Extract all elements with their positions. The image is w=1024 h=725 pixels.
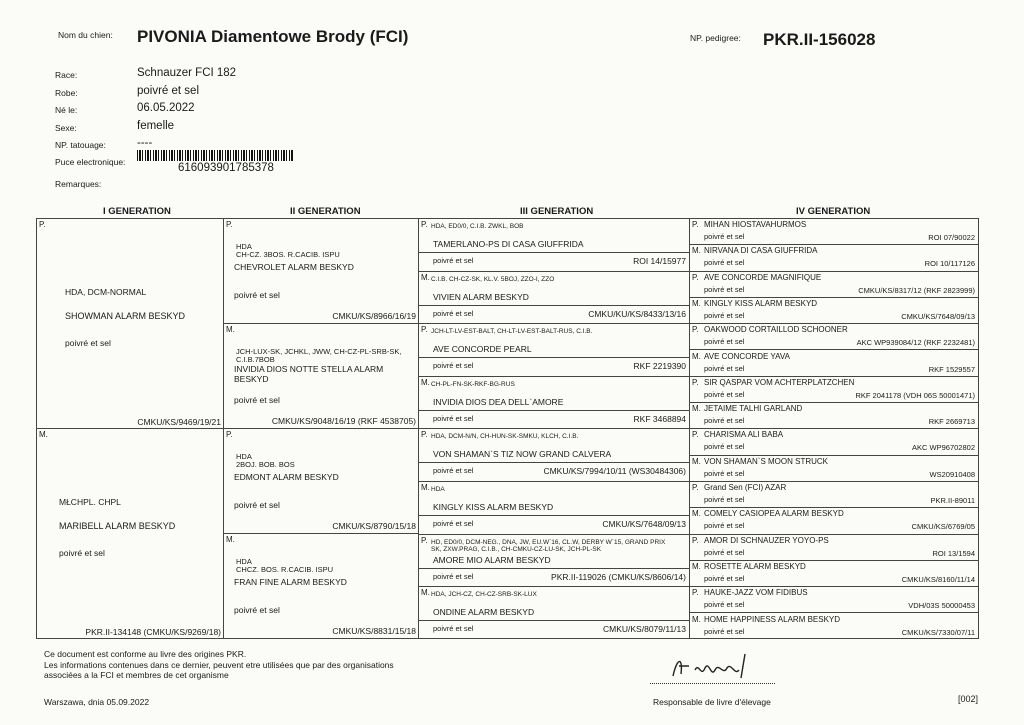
race-label: Race:	[55, 70, 78, 80]
ancestor-reg: RKF 2041178 (VDH 06S 50001471)	[855, 390, 975, 400]
gen-4-header: IV GENERATION	[796, 206, 871, 217]
ancestor-color: poivré et sel	[433, 256, 474, 265]
gen-3-ancestor: P. JCH-LT-LV-EST-BALT, CH-LT-LV-EST-BALT-RUS, C.I.B. AVE CONCORDE PEARL poivré et sel RKF 2219390	[419, 324, 689, 377]
breeding-book-officer: Responsable de livre d'élevage	[653, 697, 771, 707]
gen-1-header: I GENERATION	[103, 206, 171, 217]
ancestor-name: Grand Sen (FCI) AZAR	[704, 483, 787, 492]
sire-name: SHOWMAN ALARM BESKYD	[65, 311, 186, 321]
conformity-note: Ce document est conforme au livre des origines PKR. Les informations contenues dans ce dernier, peuvent etre utilisées que par des organisations associées a la FCI et membres de cet organisme	[44, 649, 394, 680]
ancestor-color: poivré et sel	[704, 442, 745, 452]
remarks-label: Remarques:	[55, 179, 102, 189]
ancestor-color: poivré et sel	[704, 495, 745, 504]
ancestor-name: EDMONT ALARM BESKYD	[234, 472, 339, 482]
ancestor-reg: CMKU/KS/7994/10/11 (WS30484306)	[543, 466, 686, 477]
ancestor-name: ONDINE ALARM BESKYD	[433, 607, 535, 618]
ancestor-name: AMORE MIO ALARM BESKYD	[433, 554, 551, 565]
ancestor-reg: RKF 3468894	[633, 413, 686, 424]
ancestor-color: poivré et sel	[433, 571, 474, 581]
ancestor-reg: CMKU/KS/8160/11/14	[901, 574, 975, 584]
place-date: Warszawa, dnia 05.09.2022	[44, 697, 150, 707]
signature-icon	[665, 648, 775, 684]
gen-4-ancestor: P. SIR QASPAR VOM ACHTERPLATZCHEN poivré et sel RKF 2041178 (VDH 06S 50001471)	[690, 377, 978, 403]
ancestor-name: INVIDIA DIOS NOTTE STELLA ALARM	[234, 364, 384, 374]
ancestor-reg: CMKU/KS/7330/07/11	[901, 627, 975, 637]
ancestor-name: TAMERLANO-PS DI CASA GIUFFRIDA	[433, 239, 584, 249]
ancestor-color: poivré et sel	[433, 519, 474, 528]
ancestor-titles: CH-PL-FN-SK-RKF-BG-RUS	[431, 380, 515, 388]
ancestor-reg: PKR.II-119026 (CMKU/KS/8606/14)	[551, 571, 686, 582]
ancestor-titles: HDA	[236, 557, 252, 566]
gen-4-ancestor: M. KINGLY KISS ALARM BESKYD poivré et sel CMKU/KS/7648/09/13	[690, 298, 978, 324]
gen-4-ancestor: M. AVE CONCORDE YAVA poivré et sel RKF 1529557	[690, 351, 978, 377]
ancestor-color: poivré et sel	[433, 466, 474, 476]
ancestor-titles: HDA	[236, 452, 252, 461]
ancestor-name: MIHAN HIOSTAVAHURMOS	[704, 220, 807, 229]
ancestor-reg: CMKU/KS/6769/05	[911, 522, 975, 532]
gen-4-ancestor: M. HOME HAPPINESS ALARM BESKYD poivré et sel CMKU/KS/7330/07/11	[692, 614, 975, 637]
ancestor-color: poivré et sel	[234, 290, 280, 300]
dam-color: poivré et sel	[59, 548, 105, 558]
ancestor-name: CHEVROLET ALARM BESKYD	[234, 262, 354, 272]
ancestor-color: poivré et sel	[234, 395, 280, 405]
dog-name-label: Nom du chien:	[58, 30, 113, 40]
pedigree-table	[36, 218, 979, 639]
tattoo-label: NP. tatouage:	[55, 140, 106, 150]
ancestor-color: poivré et sel	[704, 389, 745, 399]
gen-3-header: III GENERATION	[520, 206, 594, 217]
gen-3-ancestor: P. HD, ED0/0, DCM-NEG., DNA, JW, EU.W`16, CL.W, DERBY W`15, GRAND PRIX SK, ZXW.PRAG, C.I.B., CH-CMKU-CZ-LU-SK, JCH-PL-SK AMORE MIO ALARM BESKYD poivré et sel PKR.II-119026 (CMKU/KS/8606/14)	[419, 535, 689, 588]
gen-1-dam: M. MŁCHPL. CHPL MARIBELL ALARM BESKYD poivré et sel PKR.II-134148 (CMKU/KS/9269/18)	[39, 430, 221, 637]
ancestor-name: ROSETTE ALARM BESKYD	[704, 561, 806, 571]
ancestor-name: HOME HAPPINESS ALARM BESKYD	[704, 614, 841, 624]
ancestor-name: JETAIME TALHI GARLAND	[704, 404, 803, 414]
gen-1-sire: P. HDA, DCM-NORMAL SHOWMAN ALARM BESKYD poivré et sel CMKU/KS/9469/19/21	[39, 220, 221, 427]
gen-2-ancestor: P. HDA CH-CZ. 3BOS. R.CACIB. ISPU CHEVROLET ALARM BESKYD poivré et sel CMKU/KS/8966/16/19	[224, 219, 418, 324]
ancestor-reg: ROI 13/1594	[932, 548, 975, 558]
ancestor-reg: ROI 10/117126	[924, 259, 975, 269]
ancestor-reg: AKC WP939084/12 (RKF 2232481)	[856, 338, 975, 348]
ancestor-titles: HDA	[236, 242, 252, 251]
gen-4-column	[690, 219, 978, 638]
ancestor-color: poivré et sel	[234, 605, 280, 615]
ancestor-titles: CHCZ. BOS. R.CACIB. ISPU	[236, 565, 334, 574]
ancestor-reg: ROI 14/15977	[633, 256, 686, 266]
ancestor-color: poivré et sel	[433, 361, 474, 371]
gen-4-ancestor: P. CHARISMA ALI BABA poivré et sel AKC WP96702802	[690, 429, 978, 455]
ancestor-color: poivré et sel	[433, 624, 474, 634]
gen-2-header: II GENERATION	[290, 206, 361, 217]
ancestor-name: OAKWOOD CORTAILLOD SCHOONER	[704, 325, 848, 335]
ancestor-titles: 2BOJ. BOB. BOS	[236, 460, 295, 469]
birth-value: 06.05.2022	[137, 102, 195, 114]
ancestor-reg: AKC WP96702802	[912, 443, 975, 453]
ancestor-color: poivré et sel	[433, 413, 474, 423]
ancestor-color: poivré et sel	[704, 573, 745, 583]
ancestor-reg: PKR.II-89011	[930, 496, 975, 505]
ancestor-reg: CMKU/KS/8831/15/18	[332, 626, 416, 636]
ancestor-name: AMOR DI SCHNAUZER YOYO-PS	[704, 535, 829, 545]
ancestor-titles: C.I.B. CH-CZ-SK, KL.V. 5BOJ, ZZO-I, ZZO	[431, 275, 555, 283]
chip-barcode	[137, 150, 293, 161]
gen-3-ancestor: M. CH-PL-FN-SK-RKF-BG-RUS INVIDIA DIOS DEA DELL`AMORE poivré et sel RKF 3468894	[419, 377, 689, 430]
ancestor-name: BESKYD	[234, 374, 269, 384]
ancestor-color: poivré et sel	[433, 308, 474, 318]
gen-4-ancestor: P. OAKWOOD CORTAILLOD SCHOONER poivré et sel AKC WP939084/12 (RKF 2232481)	[690, 324, 978, 350]
ancestor-color: poivré et sel	[704, 284, 745, 294]
ancestor-titles: C.I.B.7BOB	[236, 355, 275, 364]
gen-4-ancestor: P. AMOR DI SCHNAUZER YOYO-PS poivré et sel ROI 13/1594	[690, 535, 978, 561]
gen-4-ancestor: M. JETAIME TALHI GARLAND poivré et sel RKF 2669713	[690, 403, 978, 429]
ancestor-titles: HDA	[431, 486, 445, 493]
ancestor-name: INVIDIA DIOS DEA DELL`AMORE	[433, 396, 564, 407]
ancestor-name: KINGLY KISS ALARM BESKYD	[704, 298, 818, 308]
ancestor-titles: SK, ZXW.PRAG, C.I.B., CH-CMKU-CZ-LU-SK, JCH-PL-SK	[431, 545, 602, 553]
ancestor-reg: VDH/03S 50000453	[908, 601, 975, 611]
ancestor-titles: HD, ED0/0, DCM-NEG., DNA, JW, EU.W`16, CL.W, DERBY W`15, GRAND PRIX	[431, 538, 666, 546]
gen-4-ancestor: P. Grand Sen (FCI) AZAR poivré et sel PKR.II-89011	[690, 482, 978, 508]
gen-2-column	[224, 219, 419, 638]
ancestor-reg: ROI 07/90022	[928, 233, 975, 242]
sex-label: Sexe:	[55, 123, 77, 133]
gen-4-ancestor: M. COMELY CASIOPEA ALARM BESKYD poivré et sel CMKU/KS/6769/05	[690, 508, 978, 534]
gen-3-ancestor: P. HDA, ED0/0, C.I.B. ZWKL, BOB TAMERLANO-PS DI CASA GIUFFRIDA poivré et sel ROI 14/15977	[419, 219, 689, 272]
ancestor-reg: CMKU/KS/9048/16/19 (RKF 4538705)	[271, 416, 416, 426]
ancestor-color: poivré et sel	[704, 310, 745, 320]
ancestor-name: KINGLY KISS ALARM BESKYD	[433, 502, 554, 512]
ancestor-reg: RKF 2219390	[633, 361, 686, 372]
ancestor-color: poivré et sel	[704, 363, 745, 373]
ancestor-reg: CMKU/KS/8966/16/19	[332, 311, 416, 321]
ancestor-reg: CMKU/KU/KS/8433/13/16	[588, 308, 686, 319]
dam-titles: MŁCHPL. CHPL	[59, 497, 121, 507]
ancestor-reg: RKF 2669713	[928, 417, 975, 427]
sire-color: poivré et sel	[65, 338, 111, 348]
ancestor-color: poivré et sel	[704, 600, 745, 610]
sire-titles: HDA, DCM-NORMAL	[65, 287, 147, 297]
ancestor-titles: JCH-LUX-SK, JCHKL, JWW, CH-CZ-PL-SRB-SK,	[236, 347, 402, 356]
ancestor-name: HAUKE-JAZZ VOM FIDIBUS	[704, 588, 808, 598]
gen-3-ancestor: P. HDA, DCM-N/N, CH-HUN-SK-SMKU, KLCH, C.I.B. VON SHAMAN`S TIZ NOW GRAND CALVERA poivré et sel CMKU/KS/7994/10/11 (WS30484306)	[419, 429, 689, 482]
ancestor-titles: JCH-LT-LV-EST-BALT, CH-LT-LV-EST-BALT-RUS, C.I.B.	[431, 328, 593, 336]
gen-2-ancestor: P. HDA 2BOJ. BOB. BOS EDMONT ALARM BESKYD poivré et sel CMKU/KS/8790/15/18	[224, 429, 418, 534]
dam-reg: PKR.II-134148 (CMKU/KS/9269/18)	[85, 627, 221, 637]
ancestor-reg: CMKU/KS/7648/09/13	[602, 519, 686, 529]
ancestor-color: poivré et sel	[704, 337, 745, 347]
sire-reg: CMKU/KS/9469/19/21	[137, 417, 221, 427]
ancestor-name: VON SHAMAN`S MOON STRUCK	[704, 456, 829, 466]
ancestor-reg: CMKU/KS/8079/11/13	[603, 624, 686, 635]
chip-label: Puce electronique:	[55, 157, 126, 167]
pedigree-label: NP. pedigree:	[690, 33, 741, 43]
pedigree-number: PKR.II-156028	[763, 30, 876, 49]
ancestor-color: poivré et sel	[704, 232, 745, 241]
ancestor-color: poivré et sel	[704, 521, 745, 531]
ancestor-color: poivré et sel	[704, 468, 745, 478]
ancestor-color: poivré et sel	[704, 258, 745, 268]
gen-4-ancestor: M. VON SHAMAN`S MOON STRUCK poivré et sel WS20910408	[690, 456, 978, 482]
ancestor-name: FRAN FINE ALARM BESKYD	[234, 577, 347, 587]
ancestor-name: AVE CONCORDE PEARL	[433, 344, 532, 355]
ancestor-name: SIR QASPAR VOM ACHTERPLATZCHEN	[704, 377, 855, 387]
gen-4-ancestor: P. AVE CONCORDE MAGNIFIQUE poivré et sel CMKU/KS/8317/12 (RKF 2823999)	[690, 272, 978, 298]
ancestor-name: AVE CONCORDE YAVA	[704, 351, 790, 361]
ancestor-titles: HDA, ED0/0, C.I.B. ZWKL, BOB	[431, 223, 524, 230]
ancestor-color: poivré et sel	[234, 500, 280, 510]
robe-value: poivré et sel	[137, 85, 200, 97]
gen-3-column	[419, 219, 690, 638]
ancestor-name: NIRVANA DI CASA GIUFFRIDA	[704, 246, 818, 256]
robe-label: Robe:	[55, 88, 78, 98]
ancestor-name: CHARISMA ALI BABA	[704, 430, 784, 440]
sex-value: femelle	[137, 120, 175, 132]
ancestor-name: COMELY CASIOPEA ALARM BESKYD	[704, 509, 844, 519]
tattoo-value: ----	[137, 137, 153, 149]
ancestor-reg: RKF 1529557	[928, 364, 975, 374]
gen-4-ancestor: P. MIHAN HIOSTAVAHURMOS poivré et sel ROI 07/90022	[690, 219, 978, 245]
birth-label: Né le:	[55, 105, 78, 115]
dam-name: MARIBELL ALARM BESKYD	[59, 521, 176, 531]
ancestor-name: VON SHAMAN`S TIZ NOW GRAND CALVERA	[433, 449, 612, 460]
chip-number: 616093901785378	[178, 162, 274, 174]
ancestor-color: poivré et sel	[704, 416, 745, 426]
ancestor-reg: CMKU/KS/7648/09/13	[901, 311, 975, 321]
gen-3-ancestor: M. HDA, JCH-CZ, CH-CZ-SRB-SK-LUX ONDINE ALARM BESKYD poivré et sel CMKU/KS/8079/11/13	[419, 587, 689, 640]
page-code: [002]	[958, 694, 979, 704]
ancestor-name: VIVIEN ALARM BESKYD	[433, 291, 529, 302]
ancestor-reg: CMKU/KS/8790/15/18	[332, 521, 416, 531]
dog-name: PIVONIA Diamentowe Brody (FCI)	[137, 27, 409, 46]
gen-4-ancestor: M. NIRVANA DI CASA GIUFFRIDA poivré et sel ROI 10/117126	[690, 245, 978, 271]
ancestor-name: AVE CONCORDE MAGNIFIQUE	[704, 272, 822, 282]
ancestor-reg: WS20910408	[929, 469, 975, 479]
ancestor-titles: HDA, JCH-CZ, CH-CZ-SRB-SK-LUX	[431, 591, 537, 599]
gen-4-ancestor: P. HAUKE-JAZZ VOM FIDIBUS poivré et sel VDH/03S 50000453	[690, 587, 978, 613]
ancestor-color: poivré et sel	[704, 547, 745, 557]
gen-4-ancestor: M. ROSETTE ALARM BESKYD poivré et sel CMKU/KS/8160/11/14	[690, 561, 978, 587]
gen-3-ancestor: M. C.I.B. CH-CZ-SK, KL.V. 5BOJ, ZZO-I, ZZO VIVIEN ALARM BESKYD poivré et sel CMKU/KU/KS/8433/13/16	[419, 272, 689, 325]
gen-3-ancestor: M. HDA KINGLY KISS ALARM BESKYD poivré et sel CMKU/KS/7648/09/13	[419, 482, 689, 535]
ancestor-reg: CMKU/KS/8317/12 (RKF 2823999)	[858, 285, 975, 295]
ancestor-color: poivré et sel	[704, 626, 745, 636]
ancestor-titles: CH-CZ. 3BOS. R.CACIB. ISPU	[236, 250, 340, 259]
gen-1-column	[37, 219, 224, 638]
gen-2-ancestor: M. JCH-LUX-SK, JCHKL, JWW, CH-CZ-PL-SRB-SK, C.I.B.7BOB INVIDIA DIOS NOTTE STELLA ALARM BESKYD poivré et sel CMKU/KS/9048/16/19 (RKF 4538705)	[224, 324, 418, 429]
gen-2-ancestor: M. HDA CHCZ. BOS. R.CACIB. ISPU FRAN FINE ALARM BESKYD poivré et sel CMKU/KS/8831/15/18	[226, 535, 416, 636]
race-value: Schnauzer FCI 182	[137, 67, 237, 79]
ancestor-titles: HDA, DCM-N/N, CH-HUN-SK-SMKU, KLCH, C.I.B.	[431, 433, 579, 441]
